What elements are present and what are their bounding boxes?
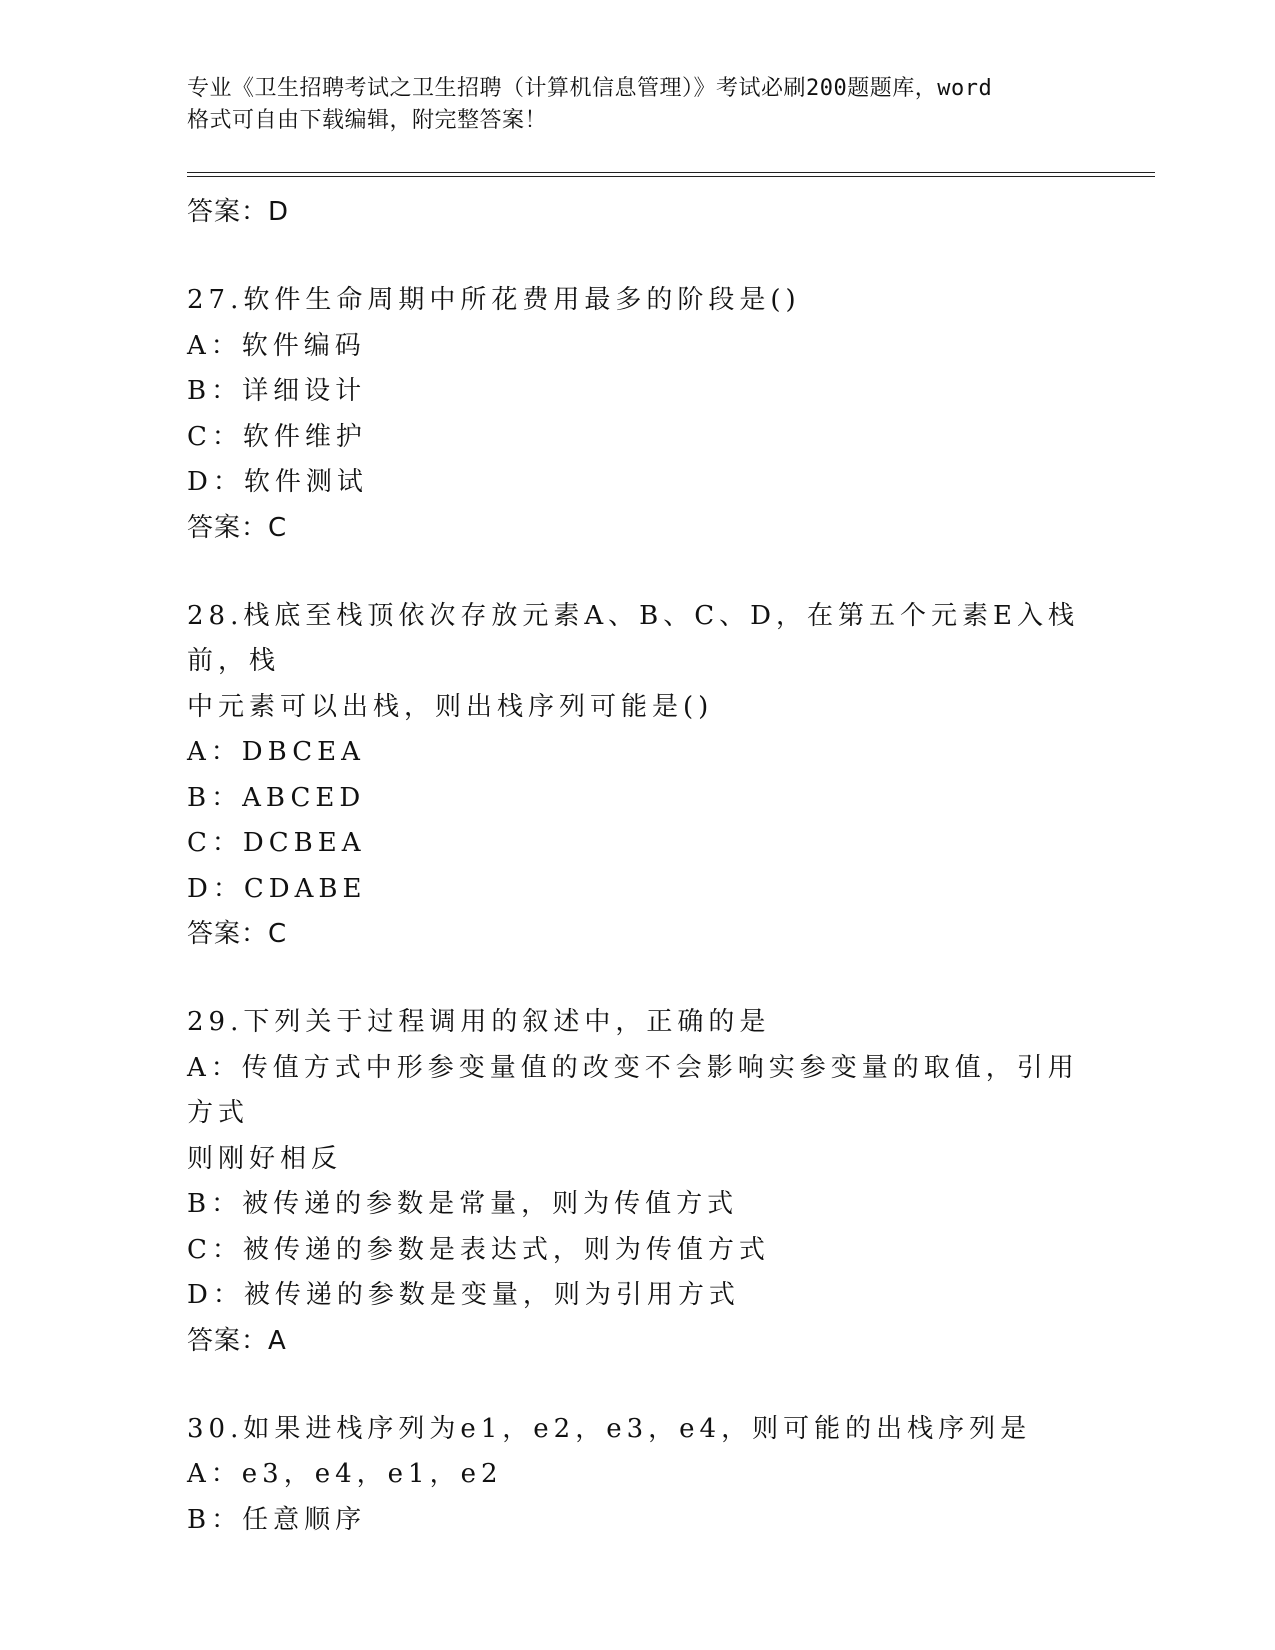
question-28 — [187, 594, 1087, 913]
option-c: C：DCBEA — [187, 828, 366, 858]
option-a: A：软件编码 — [187, 330, 366, 361]
option-d: D：被传递的参数是变量，则为引用方式 — [187, 1280, 740, 1310]
option-d: D：CDABE — [187, 873, 367, 904]
answer-q26: 答案：D — [187, 197, 290, 227]
answer-q28: 答案：C — [187, 919, 288, 949]
option-b: B：被传递的参数是常量，则为传值方式 — [187, 1189, 739, 1219]
option-a: A：DBCEA — [187, 737, 365, 767]
option-b: B：任意顺序 — [187, 1504, 367, 1535]
option-b: B：详细设计 — [187, 376, 367, 406]
header-line-1: 专业《卫生招聘考试之卫生招聘（计算机信息管理）》考试必刷200题题库，word — [187, 76, 993, 101]
question-stem: 29.下列关于过程调用的叙述中，正确的是 — [187, 1007, 771, 1037]
option-c: C：软件维护 — [187, 421, 367, 452]
answer-q29: 答案：A — [187, 1325, 287, 1356]
question-stem: 27.软件生命周期中所花费用最多的阶段是() — [187, 285, 801, 315]
option-a: A：传值方式中形参变量值的改变不会影响实参变量的取值，引用方式 — [187, 1052, 1079, 1128]
header-divider-bottom — [187, 176, 1155, 177]
header-divider-top — [187, 172, 1155, 173]
option-a: A：e3，e4，e1，e2 — [187, 1459, 503, 1489]
question-list — [187, 190, 1087, 1543]
option-d: D：软件测试 — [187, 467, 368, 497]
document-header — [187, 73, 1087, 137]
header-line-2: 格式可自由下载编辑，附完整答案！ — [187, 108, 548, 133]
question-stem: 28.栈底至栈顶依次存放元素A、B、C、D，在第五个元素E入栈前，栈 — [187, 600, 1079, 676]
answer-q27: 答案：C — [187, 512, 288, 543]
question-29 — [187, 1000, 1087, 1319]
option-a-continued: 则刚好相反 — [187, 1143, 343, 1174]
question-stem: 30.如果进栈序列为e1，e2，e3，e4，则可能的出栈序列是 — [187, 1413, 1032, 1444]
option-c: C：被传递的参数是表达式，则为传值方式 — [187, 1234, 770, 1265]
question-27 — [187, 278, 1087, 506]
question-30 — [187, 1407, 1087, 1544]
question-stem-continued: 中元素可以出栈，则出栈序列可能是() — [187, 691, 714, 722]
option-b: B：ABCED — [187, 782, 366, 813]
